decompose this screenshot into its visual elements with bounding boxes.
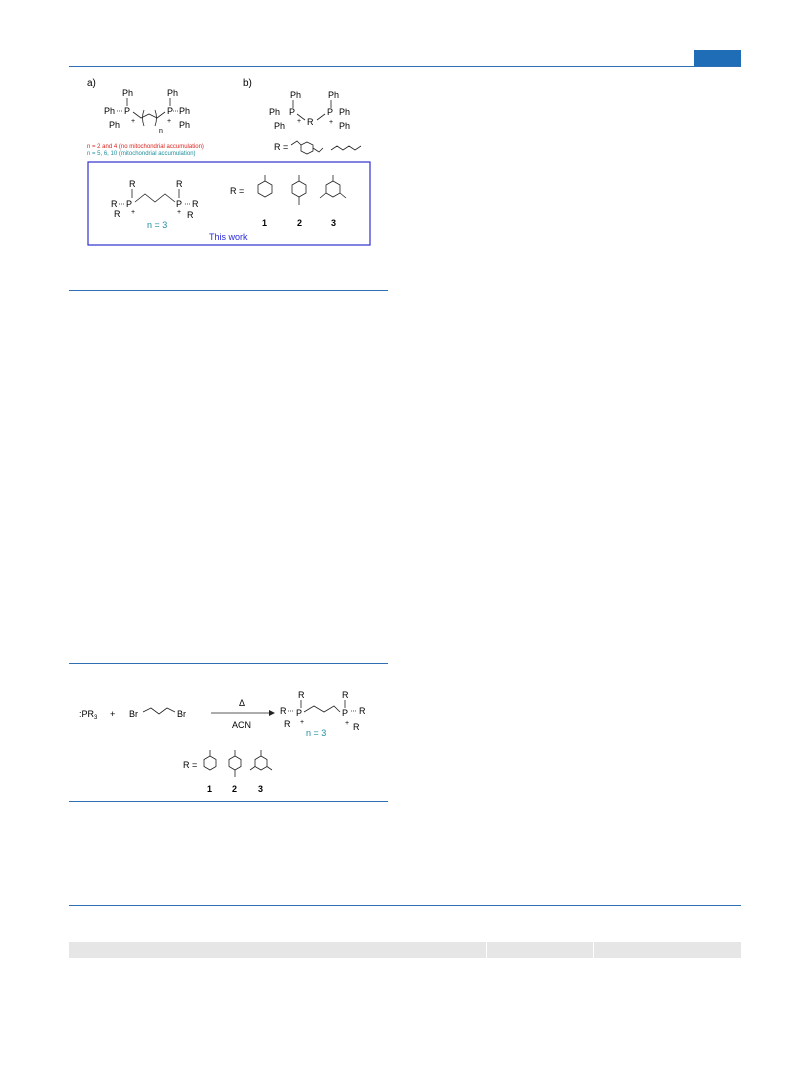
- scheme-compound-1: 1: [207, 784, 213, 794]
- table-top-rule: [69, 905, 741, 906]
- scheme-plus: +: [110, 709, 116, 719]
- box-r-left: R: [111, 199, 118, 209]
- scheme-phosphine: $:PR_3$: [79, 709, 98, 721]
- panel-a-label: a): [87, 78, 96, 89]
- panel-b-r-structures: [291, 141, 361, 154]
- panel-b-ph-top-right: Ph: [328, 90, 340, 100]
- scheme-r-top-right: R: [342, 690, 349, 700]
- panel-b-ph-lower-left: Ph: [274, 121, 286, 131]
- table-header-separator: [486, 942, 487, 958]
- scheme-p-right: P: [342, 708, 349, 718]
- box-r-top-left: R: [129, 179, 136, 189]
- panel-b-r-linker: R: [307, 117, 314, 127]
- panel-b-plus-right: +: [329, 119, 334, 126]
- box-p-right: P: [176, 199, 183, 209]
- panel-a-ph-lower-left: Ph: [109, 120, 121, 130]
- box-plus-right: +: [177, 209, 182, 216]
- scheme-plus-right: +: [345, 720, 350, 727]
- box-plus-left: +: [131, 209, 136, 216]
- scheme-aryl-structures: [204, 750, 272, 777]
- panel-b-ph-left: Ph: [269, 107, 281, 117]
- panel-b-p-left: P: [289, 107, 296, 117]
- scheme-arrow-head: [269, 710, 275, 716]
- scheme-br-left: Br: [129, 709, 138, 719]
- box-r-top-right: R: [176, 179, 183, 189]
- scheme-br-right: Br: [177, 709, 186, 719]
- panel-b-ph-top-left: Ph: [290, 90, 302, 100]
- panel-b-r-equals: R =: [274, 142, 289, 152]
- scheme-n-value: n = 3: [306, 728, 327, 738]
- panel-a-n-subscript: n: [159, 128, 163, 135]
- panel-a-p-left: P: [124, 106, 131, 116]
- scheme-r-lower-left: R: [284, 719, 291, 729]
- scheme-plus-left: +: [300, 719, 305, 726]
- scheme-arrow-top: Δ: [239, 698, 246, 708]
- panel-a-note-red: n = 2 and 4 (no mitochondrial accumulation): [87, 144, 204, 150]
- box-r-lower-left: R: [114, 209, 121, 219]
- box-p-left: P: [126, 199, 133, 209]
- panel-a-plus-left: +: [131, 118, 136, 125]
- panel-a-ph-left: Ph: [104, 106, 116, 116]
- scheme-r-right: R: [359, 706, 366, 716]
- scheme-r-equals: R =: [183, 760, 198, 770]
- box-caption: This work: [209, 232, 248, 242]
- panel-a: [87, 78, 204, 157]
- panel-b-ph-right: Ph: [339, 107, 351, 117]
- box-compound-3: 3: [331, 218, 337, 228]
- panel-b-label: b): [243, 78, 252, 89]
- scheme-bottom: [69, 670, 399, 798]
- header-accent-tab: [694, 50, 741, 66]
- scheme-r-left: R: [280, 706, 287, 716]
- panel-a-ph-top-left: Ph: [122, 88, 134, 98]
- box-aryl-structures: [258, 175, 346, 205]
- panel-a-p-right: P: [167, 106, 174, 116]
- this-work-box: [88, 162, 370, 245]
- scheme-r-lower-right: R: [353, 722, 360, 732]
- box-r-equals: R =: [230, 186, 245, 196]
- box-r-lower-right: R: [187, 210, 194, 220]
- table-header-bar: [69, 942, 741, 958]
- panel-b: [243, 78, 361, 154]
- scheme-top-rule: [69, 663, 388, 664]
- panel-a-plus-right: +: [167, 118, 172, 125]
- box-r-right: R: [192, 199, 199, 209]
- table-header-separator: [593, 942, 594, 958]
- scheme-arrow-bottom: ACN: [232, 720, 252, 730]
- box-compound-1: 1: [262, 218, 268, 228]
- scheme-compound-3: 3: [258, 784, 264, 794]
- box-compound-2: 2: [297, 218, 303, 228]
- scheme-r-top-left: R: [298, 690, 305, 700]
- box-n-value: n = 3: [147, 220, 168, 230]
- panel-a-ph-top-right: Ph: [167, 88, 179, 98]
- header-rule: [69, 66, 741, 67]
- scheme-compound-2: 2: [232, 784, 238, 794]
- panel-a-ph-right: Ph: [179, 106, 191, 116]
- figure-top-bottom-rule: [69, 290, 388, 291]
- panel-b-plus-left: +: [297, 118, 302, 125]
- scheme-p-left: P: [296, 708, 303, 718]
- scheme-propyl-chain: [143, 708, 175, 714]
- panel-a-ph-lower-right: Ph: [179, 120, 191, 130]
- panel-b-ph-lower-right: Ph: [339, 121, 351, 131]
- figure-top: [69, 70, 399, 270]
- scheme-bottom-rule: [69, 801, 388, 802]
- panel-b-p-right: P: [327, 107, 334, 117]
- panel-a-note-teal: n = 5, 6, 10 (mitochondrial accumulation): [87, 151, 196, 157]
